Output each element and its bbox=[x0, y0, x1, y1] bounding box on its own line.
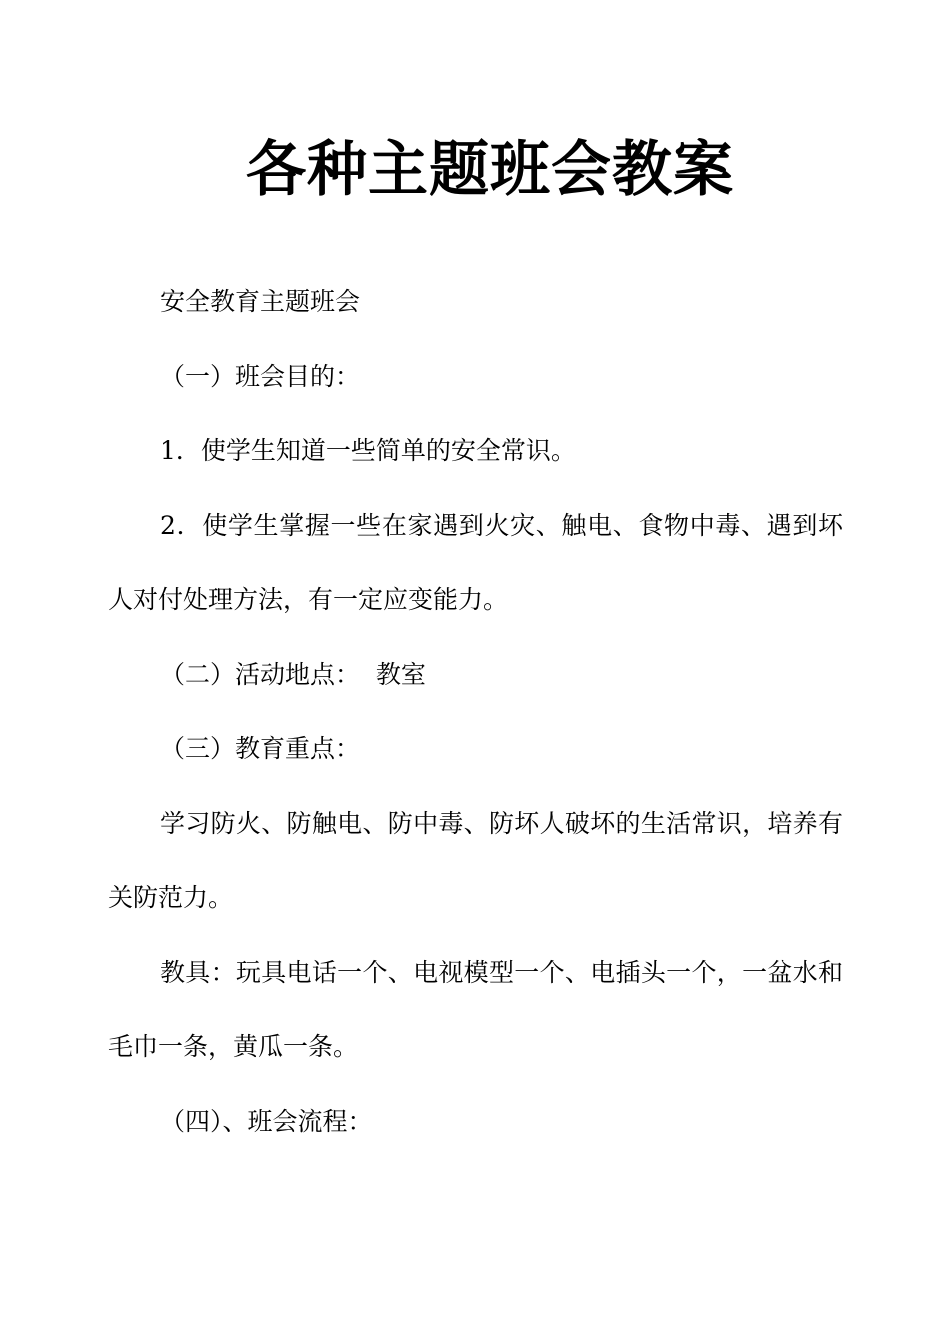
document-body bbox=[108, 265, 843, 1159]
paragraph-purpose-heading: （一）班会目的： bbox=[160, 361, 361, 391]
paragraph-focus-content: 学习防火、防触电、防中毒、防坏人破坏的生活常识，培养有关防范力。 bbox=[108, 808, 843, 912]
paragraph-purpose-item-1: 1．使学生知道一些简单的安全常识。 bbox=[160, 436, 576, 465]
paragraph-focus-heading: （三）教育重点： bbox=[160, 734, 361, 763]
paragraph-process-heading: （四）、班会流程： bbox=[160, 1106, 373, 1136]
paragraph-purpose-item-2: 2．使学生掌握一些在家遇到火灾、触电、食物中毒、遇到坏人对付处理方法，有一定应变能力。 bbox=[108, 510, 843, 614]
paragraph-section-heading: 安全教育主题班会 bbox=[160, 287, 361, 316]
document-title: 各种主题班会教案 bbox=[246, 135, 734, 205]
paragraph-location: （二）活动地点： 教室 bbox=[160, 659, 426, 689]
paragraph-teaching-aids: 教具：玩具电话一个、电视模型一个、电插头一个，一盆水和毛巾一条，黄瓜一条。 bbox=[108, 957, 843, 1061]
